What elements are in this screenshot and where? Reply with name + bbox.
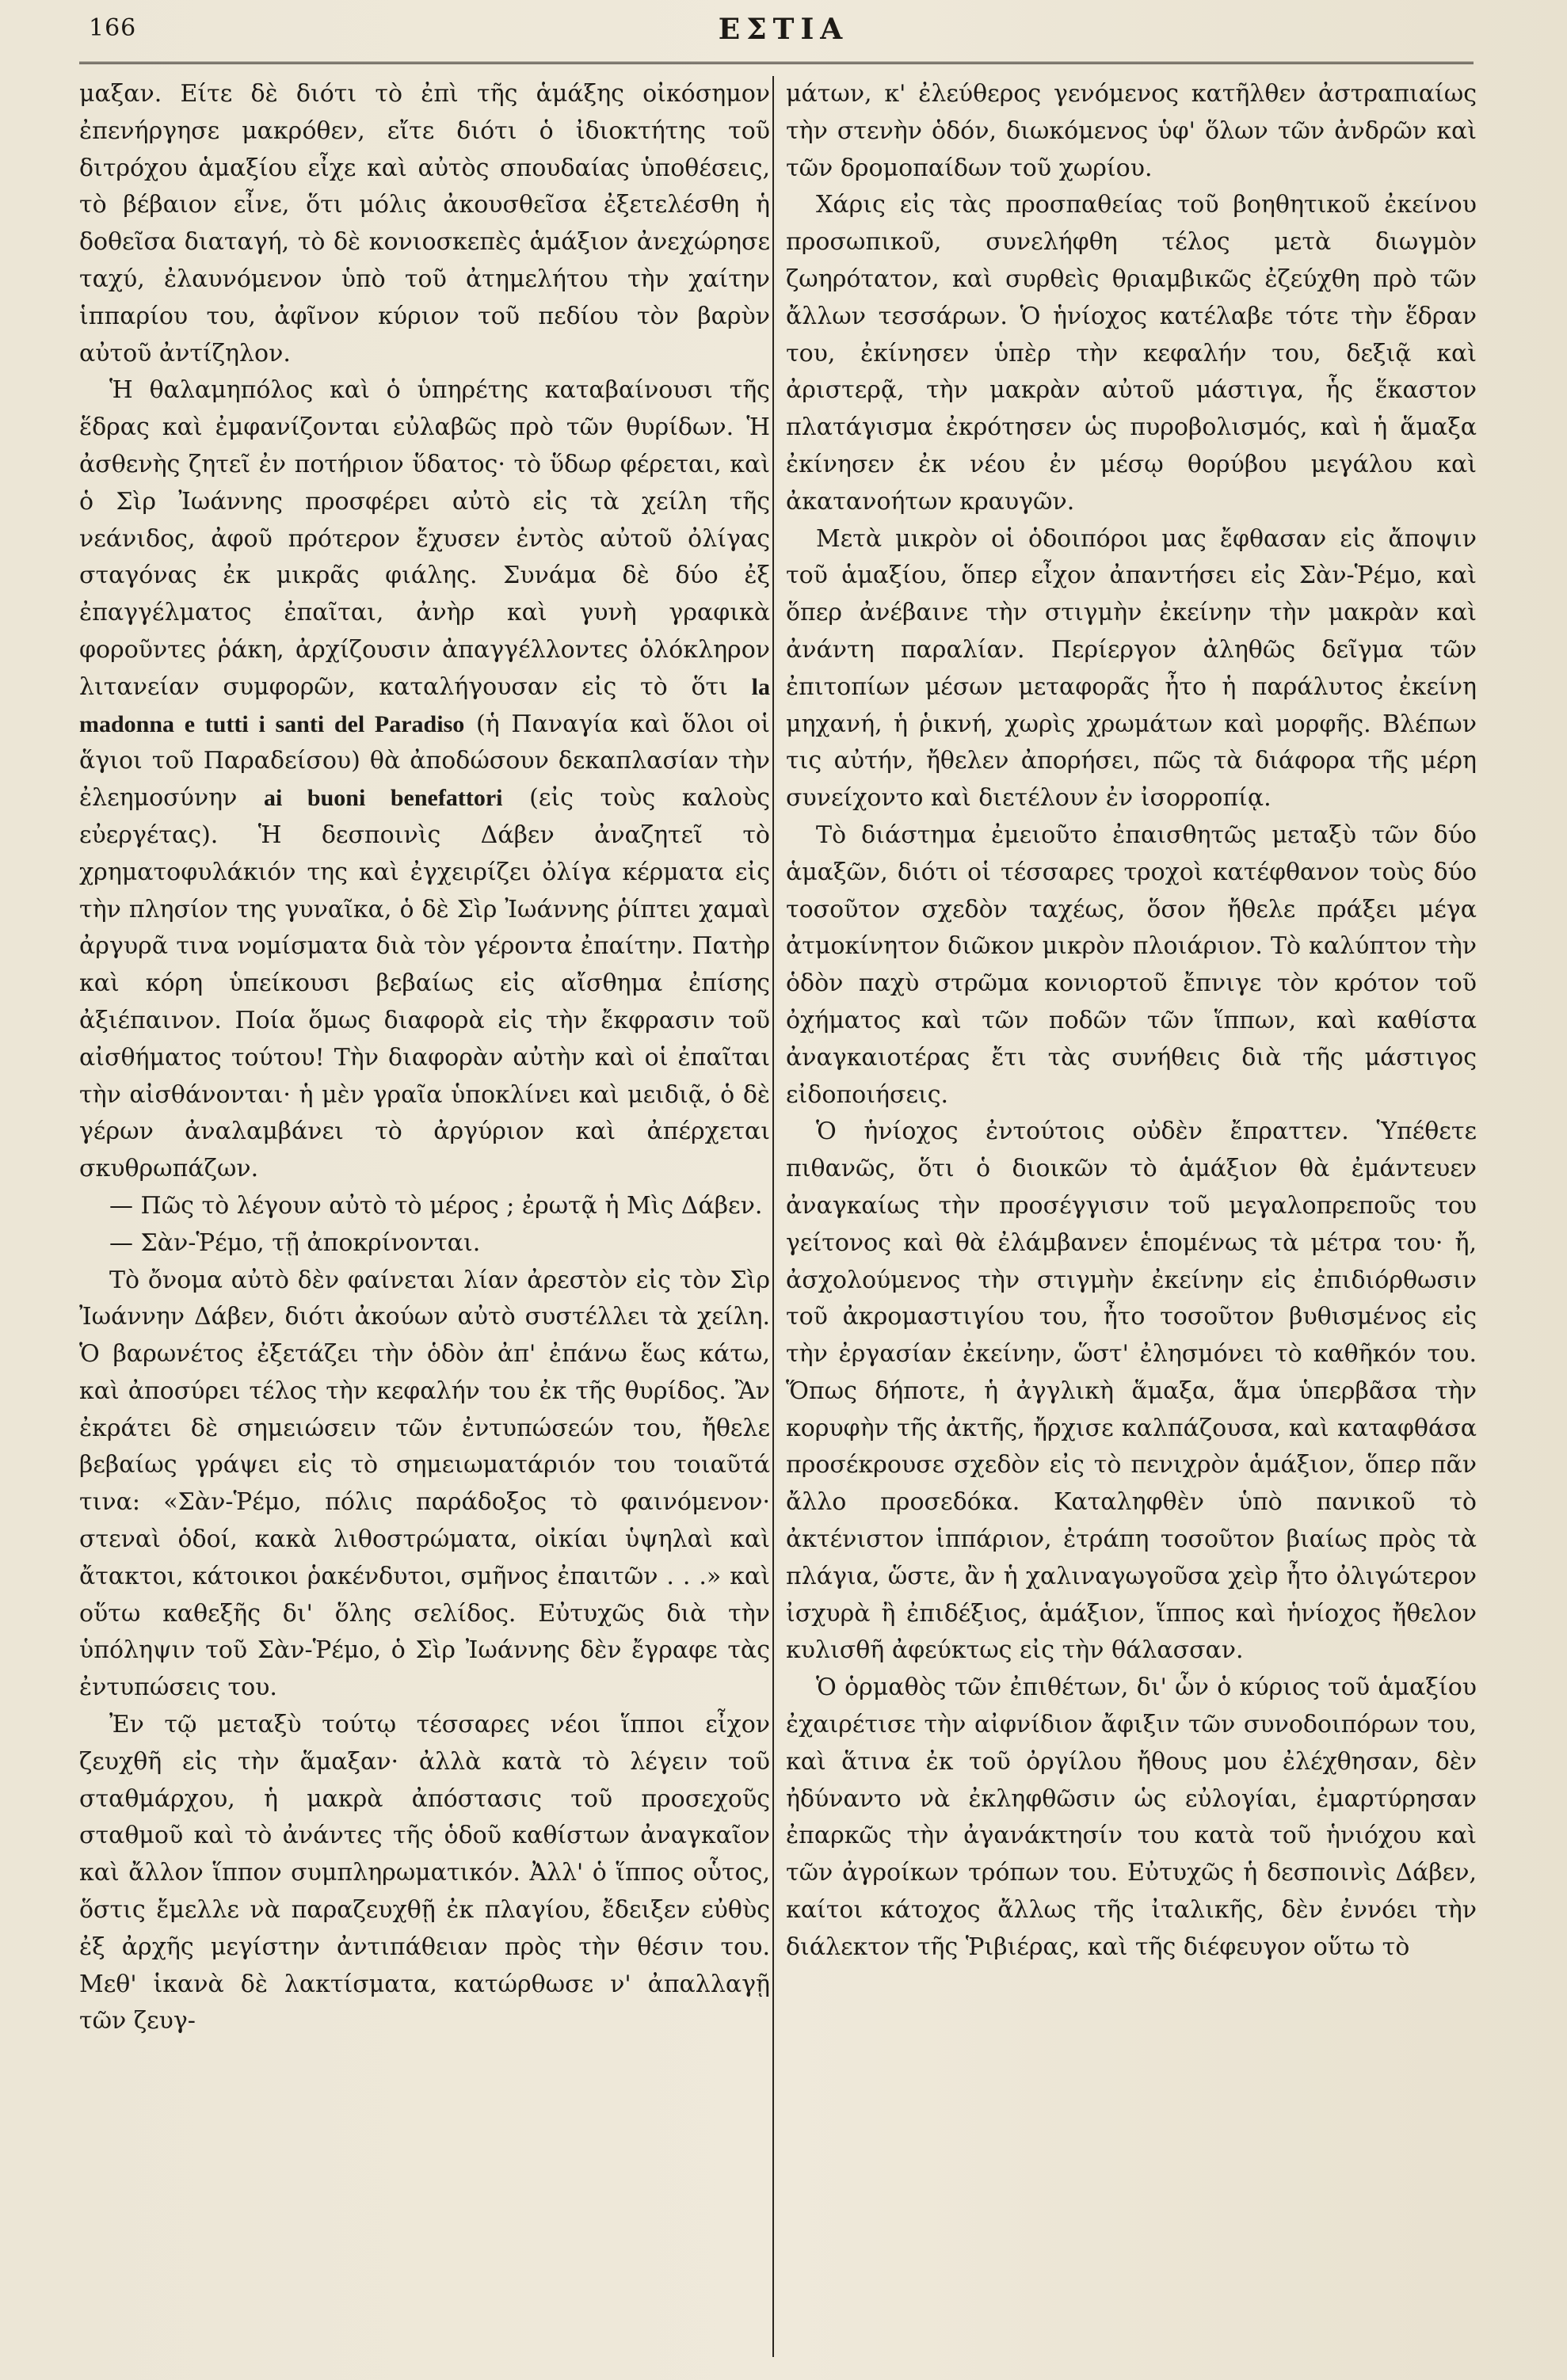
paragraph: Τὸ διάστημα ἐμειοῦτο ἐπαισθητῶς μεταξὺ τῶν δύο ἁμαξῶν, διότι οἱ τέσσαρες τροχοὶ κατέφθανον τοὺς δύο τοσοῦτον σχεδὸν ταχέως, ὅσον ἤθελε πράξει μέγα ἀτμοκίνητον διῶκον μικρὸν πλοιάριον. Τὸ καλύπτον τὴν ὁδὸν παχὺ στρῶμα κονιορτοῦ ἔπνιγε τὸν κρότον τοῦ ὀχήματος καὶ τῶν ποδῶν τῶν ἵππων, καὶ καθίστα ἀναγκαιοτέρας ἔτι τὰς συνήθεις διὰ τῆς μάστιγος εἰδοποιήσεις. (786, 821, 1477, 1109)
paragraph: Ὁ ὁρμαθὸς τῶν ἐπιθέτων, δι' ὧν ὁ κύριος τοῦ ἁμαξίου ἐχαιρέτισε τὴν αἰφνίδιον ἄφιξιν τῶν συνοδοιπόρων του, καὶ ἅτινα ἐκ τοῦ ὀργίλου ἤθους μου ἐλέχθησαν, δὲν ἠδύναντο νὰ ἐκληφθῶσιν ὡς εὐλογίαι, ἐμαρτύρησαν ἐπαρκῶς τὴν ἀγανάκτησίν του κατὰ τοῦ ἡνιόχου καὶ τῶν ἀγροίκων τρόπων του. Εὐτυχῶς ἡ δεσποινὶς Δάβεν, καίτοι κάτοχος ἄλλως τῆς ἰταλικῆς, δὲν ἐννόει τὴν διάλεκτον τῆς Ῥιβιέρας, καὶ τῆς διέφευγον οὕτω τὸ (786, 1674, 1477, 1961)
paragraph (79, 372, 770, 1188)
paragraph: Χάρις εἰς τὰς προσπαθείας τοῦ βοηθητικοῦ ἐκείνου προσωπικοῦ, συνελήφθη τέλος μετὰ διωγμὸν ζωηρότατον, καὶ συρθεὶς θριαμβικῶς ἐζεύχθη πρὸ τῶν ἄλλων τεσσάρων. Ὁ ἡνίοχος κατέλαβε τότε τὴν ἕδραν του, ἐκίνησεν ὑπὲρ τὴν κεφαλήν του, δεξιᾷ καὶ ἀριστερᾷ, τὴν μακρὰν αὐτοῦ μάστιγα, ἧς ἕκαστον πλατάγισμα ἐκρότησεν ὡς πυροβολισμός, καὶ ἡ ἅμαξα ἐκίνησεν ἐκ νέου ἐν μέσῳ θορύβου μεγάλου καὶ ἀκατανοήτων κραυγῶν. (786, 191, 1477, 516)
paragraph: Τὸ ὄνομα αὐτὸ δὲν φαίνεται λίαν ἀρεστὸν εἰς τὸν Σὶρ Ἰωάννην Δάβεν, διότι ἀκούων αὐτὸ συστέλλει τὰ χείλη. Ὁ βαρωνέτος ἐξετάζει τὴν ὁδὸν ἀπ' ἐπάνω ἕως κάτω, καὶ ἀποσύρει τέλος τὴν κεφαλήν του ἐκ τῆς θυρίδος. Ἂν ἐκράτει δὲ σημειώσειν τῶν ἐντυπώσεών του, ἤθελε βεβαίως γράψει εἰς τὸ σημειωματάριόν του τοιαῦτά τινα: «Σὰν-Ῥέμο, πόλις παράδοξος τὸ φαινόμενον· στεναὶ ὁδοί, κακὰ λιθοστρώματα, οἰκίαι ὑψηλαὶ καὶ ἄτακτοι, κάτοικοι ῥακένδυτοι, σμῆνος ἐπαιτῶν . . .» καὶ οὕτω καθεξῆς δι' ὅλης σελίδος. Εὐτυχῶς διὰ τὴν ὑπόληψιν τοῦ Σὰν-Ῥέμο, ὁ Σὶρ Ἰωάννης δὲν ἔγραφε τὰς ἐντυπώσεις του. (79, 1266, 770, 1702)
right-column (786, 76, 1477, 2357)
italian-phrase: la madonna e tutti i santi del Paradiso (79, 673, 770, 737)
paragraph: Ὁ ἡνίοχος ἐντούτοις οὐδὲν ἔπραττεν. Ὑπέθετε πιθανῶς, ὅτι ὁ διοικῶν τὸ ἁμάξιον θὰ ἐμάντευεν ἀναγκαίως τὴν προσέγγισιν τοῦ μεγαλοπρεποῦς του γείτονος καὶ θὰ ἐλάμβανεν ἑπομένως τὰ μέτρα του· ἤ, ἀσχολούμενος τὴν στιγμὴν ἐκείνην εἰς ἐπιδιόρθωσιν τοῦ ἀκρομαστιγίου του, ἦτο τοσοῦτον βυθισμένος εἰς τὴν ἐργασίαν ἐκείνην, ὥστ' ἐλησμόνει τὸ καθῆκόν του. Ὅπως δήποτε, ἡ ἀγγλικὴ ἅμαξα, ἅμα ὑπερβᾶσα τὴν κορυφὴν τῆς ἀκτῆς, ἤρχισε καλπάζουσα, καὶ καταφθάσα προσέκρουσε σχεδὸν εἰς τὸ πενιχρὸν ἁμάξιον, ὅπερ πᾶν ἄλλο προσεδόκα. Καταληφθὲν ὑπὸ πανικοῦ τὸ ἀκτένιστον ἱππάριον, ἐτράπη τοσοῦτον βιαίως πρὸς τὰ πλάγια, ὥστε, ἂν ἡ χαλιναγωγοῦσα χεὶρ ἦτο ὀλιγώτερον ἰσχυρὰ ἢ ἐπιδέξιος, ἁμάξιον, ἵππος καὶ ἡνίοχος ἤθελον κυλισθῆ ἀφεύκτως εἰς τὴν θάλασσαν. (786, 1118, 1477, 1665)
column-divider (772, 76, 774, 2357)
paragraph: μαξαν. Είτε δὲ διότι τὸ ἐπὶ τῆς ἁμάξης οἰκόσημον ἐπενήργησε μακρόθεν, εἴτε διότι ὁ ἰδιοκτήτης τοῦ διτρόχου ἁμαξίου εἶχε καὶ αὐτὸς σπουδαίας ὑποθέσεις, τὸ βέβαιον εἶνε, ὅτι μόλις ἀκουσθεῖσα ἐξετελέσθη ἡ δοθεῖσα διαταγή, τὸ δὲ κονιοσκεπὲς ἁμάξιον ἀνεχώρησε ταχύ, ἐλαυνόμενον ὑπὸ τοῦ ἀτημελήτου τὴν χαίτην ἱππαρίου του, ἀφῖνον κύριον τοῦ πεδίου τὸν βαρὺν αὐτοῦ ἀντίζηλον. (79, 80, 770, 367)
paragraph-text: Ἡ θαλαμηπόλος καὶ ὁ ὑπηρέτης καταβαίνουσι τῆς ἕδρας καὶ ἐμφανίζονται εὐλαβῶς πρὸ τῶν θυρίδων. Ἡ ἀσθενὴς ζητεῖ ἐν ποτήριον ὕδατος· τὸ ὕδωρ φέρεται, καὶ ὁ Σὶρ Ἰωάννης προσφέρει αὐτὸ εἰς τὰ χείλη τῆς νεάνιδος, ἀφοῦ πρότερον ἔχυσεν ἐντὸς αὐτοῦ ὀλίγας σταγόνας ἐκ μικρᾶς φιάλης. Συνάμα δὲ δύο ἐξ ἐπαγγέλματος ἐπαῖται, ἀνὴρ καὶ γυνὴ γραφικὰ φοροῦντες ῥάκη, ἀρχίζουσιν ἀπαγγέλλοντες ὁλόκληρον λιτανείαν συμφορῶν, καταλήγουσαν εἰς τὸ ὅτι (79, 376, 770, 701)
header-rule (79, 62, 1474, 64)
italian-phrase: ai buoni benefattori (263, 785, 503, 812)
paragraph-text: (εἰς τοὺς καλοὺς εὐεργέτας). Ἡ δεσποινὶς Δάβεν ἀναζητεῖ τὸ χρηματοφυλάκιόν της καὶ ἐγχειρίζει ὀλίγα κέρματα εἰς τὴν πλησίον της γυναῖκα, ὁ δὲ Σὶρ Ἰωάννης ῥίπτει χαμαὶ ἀργυρᾶ τινα νομίσματα διὰ τὸν γέροντα ἐπαίτην. Πατὴρ καὶ κόρη ὑπείκουσι βεβαίως εἰς αἴσθημα ἐπίσης ἀξιέπαινον. Ποία ὅμως διαφορὰ εἰς τὴν ἔκφρασιν τοῦ αἰσθήματος τούτου! Τὴν διαφορὰν αὐτὴν καὶ οἱ ἐπαῖται τὴν αἰσθάνονται· ἡ μὲν γραῖα ὑποκλίνει καὶ μειδιᾷ, ὁ δὲ γέρων ἀναλαμβάνει τὸ ἀργύριον καὶ ἀπέρχεται σκυθρωπάζων. (79, 784, 770, 1183)
paragraph: Μετὰ μικρὸν οἱ ὁδοιπόροι μας ἔφθασαν εἰς ἄποψιν τοῦ ἁμαξίου, ὅπερ εἶχον ἀπαντήσει εἰς Σὰν-Ῥέμο, καὶ ὅπερ ἀνέβαινε τὴν στιγμὴν ἐκείνην τὴν μακρὰν καὶ ἀνάντη παραλίαν. Περίεργον ἀληθῶς δεῖγμα τῶν ἐπιτοπίων μέσων μεταφορᾶς ἦτο ἡ παράλυτος ἐκείνη μηχανή, ἡ ῥικνή, χωρὶς χρωμάτων καὶ μορφῆς. Βλέπων τις αὐτήν, ἤθελεν ἀπορήσει, πῶς τὰ διάφορα τῆς μέρη συνείχοντο καὶ διετέλουν ἐν ἰσορροπίᾳ. (786, 524, 1477, 813)
paragraph: — Σὰν-Ῥέμο, τῇ ἀποκρίνονται. (109, 1228, 481, 1257)
paragraph: μάτων, κ' ἐλεύθερος γενόμενος κατῆλθεν ἀστραπιαίως τὴν στενὴν ὁδόν, διωκόμενος ὑφ' ὅλων τῶν ἀνδρῶν καὶ τῶν δρομοπαίδων τοῦ χωρίου. (786, 80, 1477, 182)
left-column (79, 76, 770, 2357)
paragraph-text: (ἡ Παναγία καὶ ὅλοι οἱ ἅγιοι τοῦ Παραδείσου) θὰ ἀποδώσουν δεκαπλασίαν τὴν ἐλεημοσύνην (79, 710, 770, 813)
page-title: ΕΣΤΙΑ (718, 13, 849, 46)
paragraph: — Πῶς τὸ λέγουν αὐτὸ τὸ μέρος ; ἐρωτᾷ ἡ Μὶς Δάβεν. (109, 1191, 763, 1220)
paragraph: Ἐν τῷ μεταξὺ τούτῳ τέσσαρες νέοι ἵπποι εἶχον ζευχθῆ εἰς τὴν ἅμαξαν· ἀλλὰ κατὰ τὸ λέγειν τοῦ σταθμάρχου, ἡ μακρὰ ἀπόστασις τοῦ προσεχοῦς σταθμοῦ καὶ τὸ ἀνάντες τῆς ὁδοῦ καθίστων ἀναγκαῖον καὶ ἄλλον ἵππον συμπληρωματικόν. Ἀλλ' ὁ ἵππος οὗτος, ὅστις ἔμελλε νὰ παραζευχθῇ ἐκ πλαγίου, ἔδειξεν εὐθὺς ἐξ ἀρχῆς μεγίστην ἀντιπάθειαν πρὸς τὴν θέσιν του. Μεθ' ἱκανὰ δὲ λακτίσματα, κατώρθωσε ν' ἀπαλλαγῇ τῶν ζευγ- (79, 1711, 770, 2035)
page-number: 166 (89, 14, 137, 42)
